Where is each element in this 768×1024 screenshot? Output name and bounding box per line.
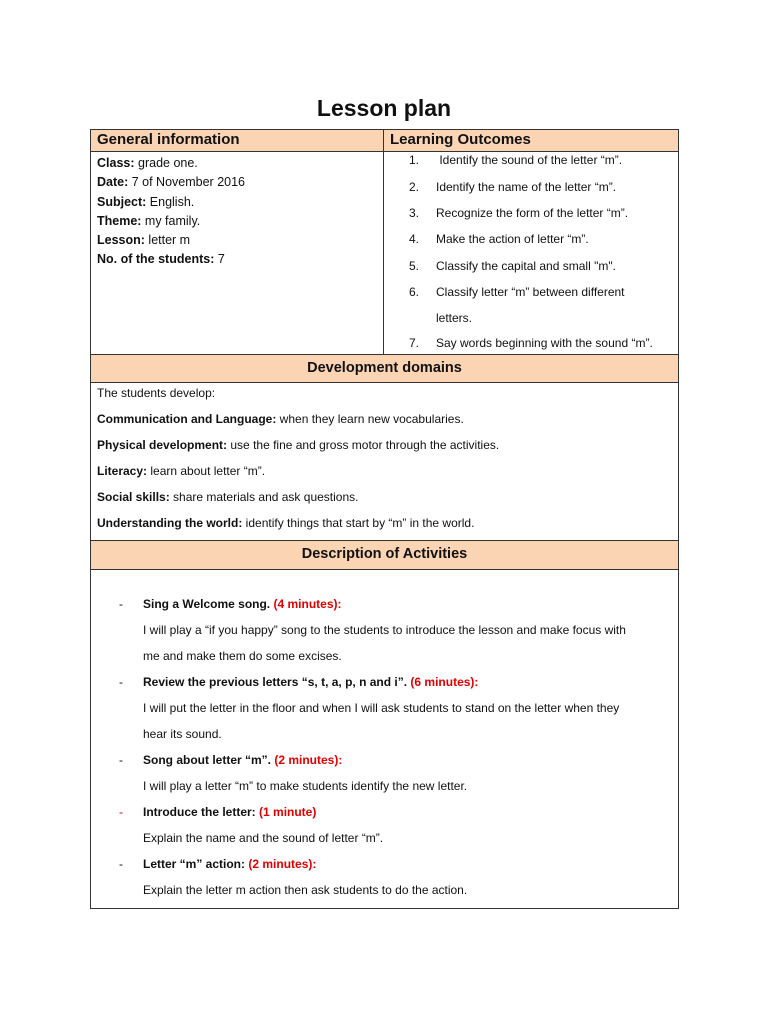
bullet-dash: - (119, 857, 123, 871)
activity-description: Explain the letter m action then ask students to do the action. (143, 883, 468, 897)
outcome-item: 3. Recognize the form of the letter “m”. (409, 206, 629, 220)
activity-item: - Review the previous letters “s, t, a, p, n and i”. (6 minutes): (119, 675, 479, 689)
info-date: Date: 7 of November 2016 (97, 175, 246, 190)
activity-item: - Sing a Welcome song. (4 minutes): (119, 597, 342, 611)
activity-description: Explain the name and the sound of letter “m”. (143, 831, 384, 845)
bullet-dash: - (119, 597, 123, 611)
outcome-item: 6. Classify letter “m” between different (409, 285, 625, 299)
development-item-communication: Communication and Language: when they learn new vocabularies. (97, 412, 464, 426)
lesson-plan-table (90, 129, 679, 909)
development-item-world: Understanding the world: identify things that start by “m” in the world. (97, 516, 475, 530)
development-intro: The students develop: (97, 386, 216, 400)
bullet-dash: - (119, 753, 123, 767)
activity-description: me and make them do some excises. (143, 649, 342, 663)
bullet-dash: - (119, 805, 123, 819)
activity-description: I will put the letter in the floor and when I will ask students to stand on the letter when they (143, 701, 620, 715)
page-title: Lesson plan (316, 95, 452, 121)
outcome-item-continuation: letters. (436, 311, 473, 325)
development-item-physical: Physical development: use the fine and gross motor through the activities. (97, 438, 500, 452)
activity-description: I will play a “if you happy” song to the students to introduce the lesson and make focus with (143, 623, 626, 637)
development-domains-heading: Development domains (91, 355, 678, 383)
development-item-social: Social skills: share materials and ask questions. (97, 490, 359, 504)
outcome-item: 7. Say words beginning with the sound “m”. (409, 336, 653, 350)
outcome-item: 1. Identify the sound of the letter “m”. (409, 153, 623, 167)
general-information-heading: General information (97, 131, 240, 148)
activity-description: hear its sound. (143, 727, 222, 741)
activities-heading: Description of Activities (91, 541, 678, 570)
info-theme: Theme: my family. (97, 213, 201, 228)
outcome-item: 2. Identify the name of the letter “m”. (409, 180, 617, 194)
development-item-literacy: Literacy: learn about letter “m”. (97, 464, 266, 478)
bullet-dash: - (119, 675, 123, 689)
info-subject: Subject: English. (97, 194, 195, 209)
info-class: Class: grade one. (97, 156, 198, 170)
outcome-item: 5. Classify the capital and small "m". (409, 259, 616, 273)
activity-item: - Introduce the letter: (1 minute) (119, 805, 317, 819)
activity-description: I will play a letter “m” to make students identify the new letter. (143, 779, 468, 793)
outcome-item: 4. Make the action of letter “m”. (409, 232, 589, 246)
activity-item: - Letter “m” action: (2 minutes): (119, 857, 317, 871)
info-lesson: Lesson: letter m (97, 233, 191, 248)
general-info-list (97, 154, 245, 270)
column-divider (383, 130, 384, 354)
learning-outcomes-heading: Learning Outcomes (390, 131, 531, 148)
activity-item: - Song about letter “m”. (2 minutes): (119, 753, 343, 767)
info-students: No. of the students: 7 (97, 252, 225, 267)
